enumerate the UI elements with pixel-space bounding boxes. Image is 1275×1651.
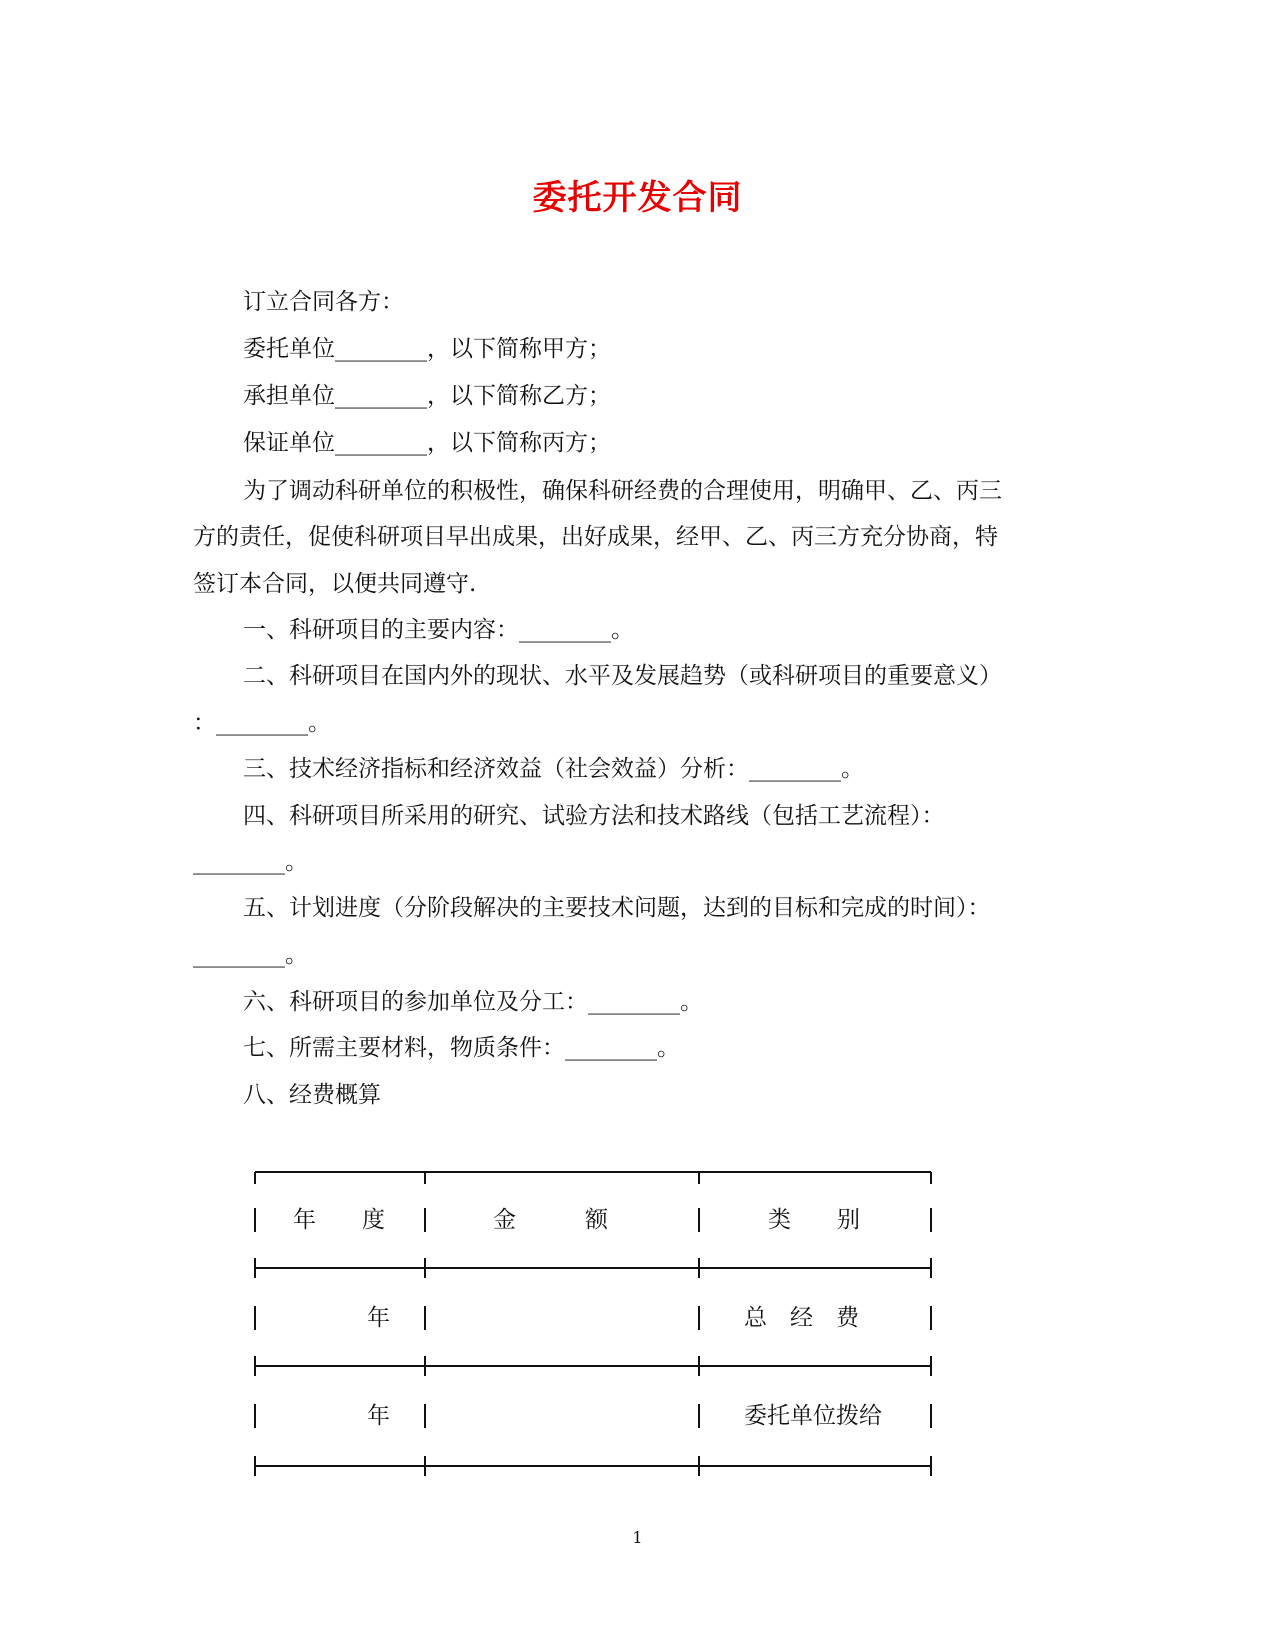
row2-category: 委托单位拨给 [744,1403,882,1429]
row1-year: 年 [367,1305,390,1331]
clause-5: 五、计划进度（分阶段解决的主要技术问题，达到的目标和完成的时间）： [243,895,991,921]
purpose-line-1: 为了调动科研单位的积极性，确保科研经费的合理使用，明确甲、乙、丙三 [243,478,1002,504]
clause-4: 四、科研项目所采用的研究、试验方法和技术路线（包括工艺流程）： [243,803,945,829]
clause-1: 一、科研项目的主要内容：________。 [243,617,634,643]
page-number: 1 [632,1528,643,1547]
clause-2-cont: ：________。 [193,710,331,736]
clause-7: 七、所需主要材料，物质条件：________。 [243,1035,680,1061]
clause-6: 六、科研项目的参加单位及分工：________。 [243,989,703,1015]
clause-2: 二、科研项目在国内外的现状、水平及发展趋势（或科研项目的重要意义） [243,663,1002,689]
header-amount: 金 额 [493,1207,608,1233]
clause-4-cont: ________。 [193,849,308,875]
clause-3: 三、技术经济指标和经济效益（社会效益）分析：________。 [243,756,864,782]
row2-year: 年 [367,1403,390,1429]
row1-category: 总 经 费 [744,1305,859,1331]
document-title: 委托开发合同 [532,178,743,218]
party-guarantor: 保证单位________，以下简称丙方； [243,430,611,456]
clause-5-cont: ________。 [193,942,308,968]
purpose-line-3: 签订本合同，以便共同遵守. [193,571,477,597]
intro-line: 订立合同各方： [243,289,404,315]
header-year: 年 度 [293,1207,385,1233]
purpose-line-2: 方的责任，促使科研项目早出成果，出好成果，经甲、乙、丙三方充分协商，特 [193,524,998,550]
header-category: 类 别 [768,1207,860,1233]
party-contractor: 承担单位________，以下简称乙方； [243,383,611,409]
budget-table [253,1170,933,1490]
party-client: 委托单位________，以下简称甲方； [243,336,611,362]
clause-8: 八、经费概算 [243,1082,381,1108]
